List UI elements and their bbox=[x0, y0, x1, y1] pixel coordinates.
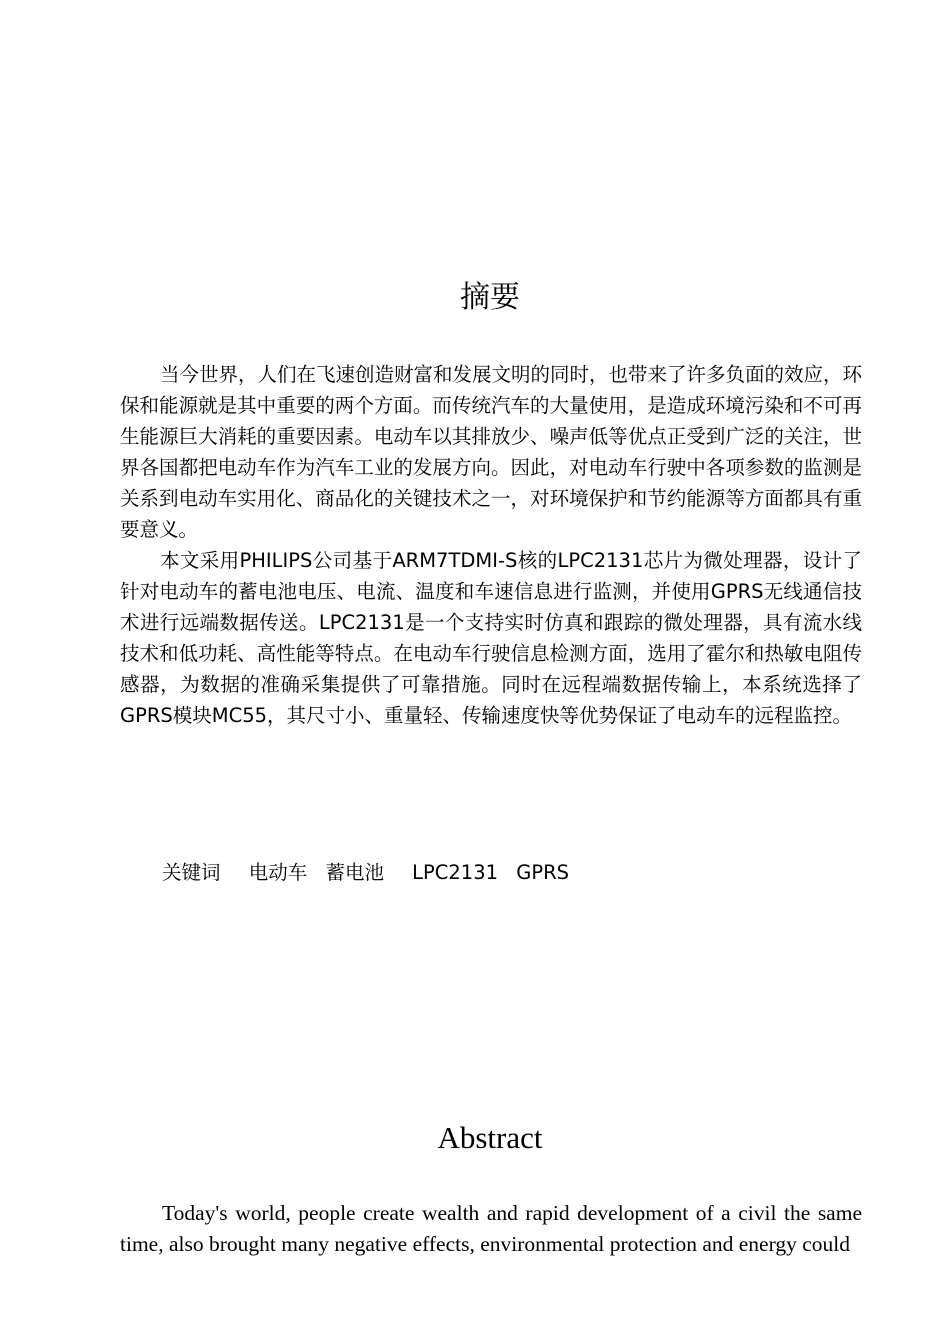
abstract-zh-paragraph-2: 本文采用PHILIPS公司基于ARM7TDMI-S核的LPC2131芯片为微处理器，设计了针对电动车的蓄电池电压、电流、温度和车速信息进行监测，并使用GPRS无线通信技术进行远端数据传送。LPC2131是一个支持实时仿真和跟踪的微处理器，具有流水线技术和低功耗、高性能等特点。在电动车行驶信息检测方面，选用了霍尔和热敏电阻传感器，为数据的准确采集提供了可靠措施。同时在远程端数据传输上，本系统选择了GPRS模块MC55，其尺寸小、重量轻、传输速度快等优势保证了电动车的远程监控。 bbox=[120, 549, 862, 727]
keyword: 电动车 bbox=[248, 861, 308, 884]
keywords-label: 关键词 bbox=[162, 861, 221, 884]
keyword: 蓄电池 bbox=[325, 861, 384, 884]
keyword: GPRS bbox=[516, 861, 570, 884]
abstract-en-body bbox=[120, 1198, 862, 1260]
keyword: LPC2131 bbox=[412, 861, 499, 884]
abstract-zh-body bbox=[120, 359, 862, 731]
abstract-en-paragraph-1: Today's world, people create wealth and rapid development of a civil the same time, also brought many negative effects, environmental protection and energy could bbox=[120, 1201, 862, 1256]
abstract-zh-title: 摘要 bbox=[460, 280, 520, 315]
abstract-zh-paragraph-1: 当今世界，人们在飞速创造财富和发展文明的同时，也带来了许多负面的效应，环保和能源就是其中重要的两个方面。而传统汽车的大量使用，是造成环境污染和不可再生能源巨大消耗的重要因素。电动车以其排放少、噪声低等优点正受到广泛的关注，世界各国都把电动车作为汽车工业的发展方向。因此，对电动车行驶中各项参数的监测是关系到电动车实用化、商品化的关键技术之一，对环境保护和节约能源等方面都具有重要意义。 bbox=[120, 363, 863, 541]
keywords-line bbox=[162, 857, 581, 888]
abstract-en-title: Abstract bbox=[437, 1120, 543, 1155]
